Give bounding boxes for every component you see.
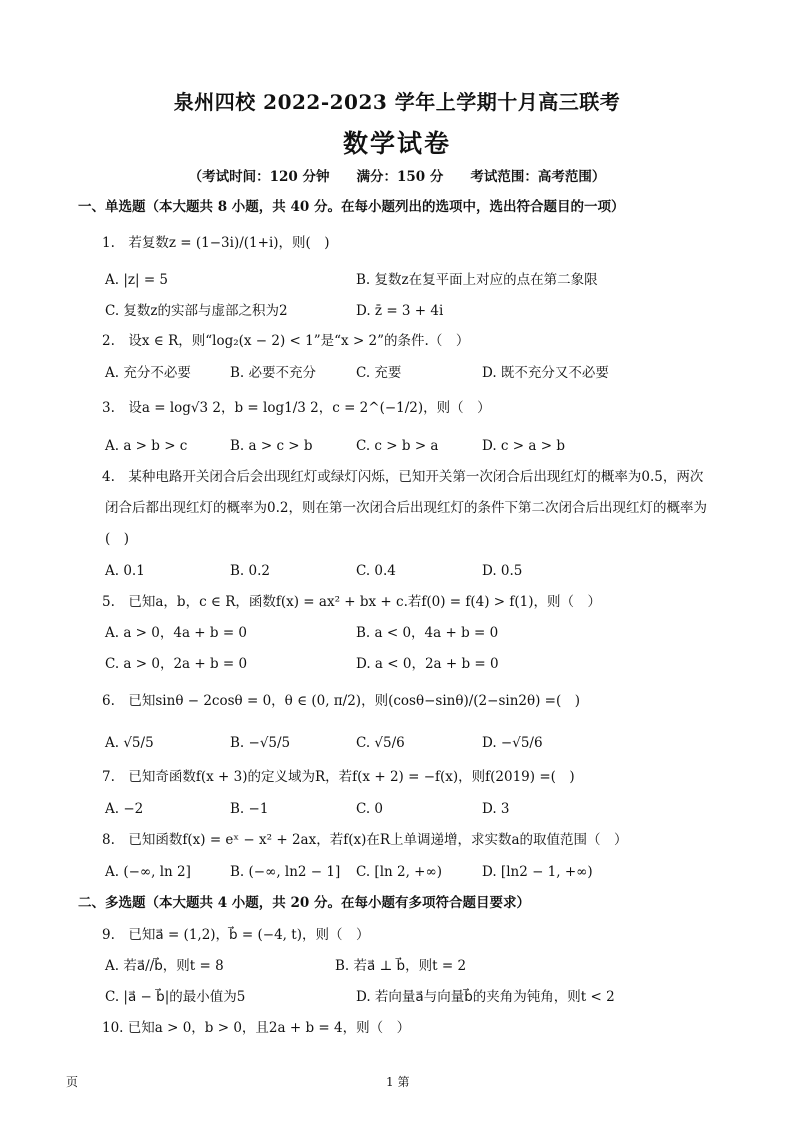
q2-option-a: A. 充分不必要: [105, 365, 191, 381]
q2-option-c: C. 充要: [356, 365, 402, 381]
q8-option-d: D. [ln2 − 1, +∞): [482, 864, 593, 880]
section-1-heading: 一、单选题（本大题共 8 小题，共 40 分。在每小题列出的选项中，选出符合题目的一项）: [78, 199, 625, 215]
footer-left: 页: [66, 1075, 79, 1089]
q3-option-b: B. a > c > b: [230, 438, 313, 454]
q4-option-a: A. 0.1: [105, 563, 145, 579]
q1-option-d: D. z̄ = 3 + 4i: [356, 303, 444, 319]
q8-option-c: C. [ln 2, +∞): [356, 864, 442, 880]
q1-option-c: C. 复数z的实部与虚部之积为2: [105, 303, 288, 319]
q9-option-c: C. |a⃗ − b⃗|的最小值为5: [105, 989, 246, 1005]
q4-option-b: B. 0.2: [230, 563, 270, 579]
q1-stem: 1. 若复数z = (1−3i)/(1+i)，则( ): [102, 235, 330, 251]
q9-option-a: A. 若a⃗//b⃗，则t = 8: [105, 958, 224, 974]
q2-stem: 2. 设x ∈ R，则“log₂(x − 2) < 1”是“x > 2”的条件.（ ）: [102, 333, 470, 349]
q5-option-b: B. a < 0，4a + b = 0: [356, 625, 499, 641]
q9-option-b: B. 若a⃗ ⊥ b⃗，则t = 2: [335, 958, 467, 974]
q2-option-d: D. 既不充分又不必要: [482, 365, 609, 381]
exam-info: （考试时间：120 分钟 满分：150 分 考试范围：高考范围）: [188, 169, 606, 185]
exam-title: 泉州四校 2022-2023 学年上学期十月高三联考: [173, 90, 621, 114]
q5-option-d: D. a < 0，2a + b = 0: [356, 656, 499, 672]
q4-option-c: C. 0.4: [356, 563, 396, 579]
q3-option-a: A. a > b > c: [105, 438, 188, 454]
q7-option-c: C. 0: [356, 801, 384, 817]
subject-title: 数学试卷: [342, 129, 451, 158]
q4-stem-line-3: ( ): [105, 531, 130, 547]
q7-option-a: A. −2: [105, 801, 144, 817]
page-number: 1 第: [386, 1075, 410, 1089]
q4-stem-line-1: 4. 某种电路开关闭合后会出现红灯或绿灯闪烁，已知开关第一次闭合后出现红灯的概率为0.5，两次: [102, 469, 704, 485]
q6-option-a: A. √5/5: [105, 735, 154, 751]
q6-option-c: C. √5/6: [356, 735, 405, 751]
q9-option-d: D. 若向量a⃗与向量b⃗的夹角为钝角，则t < 2: [356, 989, 615, 1005]
q5-option-a: A. a > 0，4a + b = 0: [105, 625, 248, 641]
q1-option-b: B. 复数z在复平面上对应的点在第二象限: [356, 272, 598, 288]
q8-stem: 8. 已知函数f(x) = eˣ − x² + 2ax，若f(x)在R上单调递增，求实数a的取值范围（ ）: [102, 832, 628, 848]
q7-option-b: B. −1: [230, 801, 269, 817]
q4-option-d: D. 0.5: [482, 563, 523, 579]
section-2-heading: 二、多选题（本大题共 4 小题，共 20 分。在每小题有多项符合题目要求）: [78, 895, 530, 911]
q8-option-a: A. (−∞, ln 2]: [105, 864, 191, 880]
q6-stem: 6. 已知sinθ − 2cosθ = 0，θ ∈ (0, π/2)，则(cosθ−sinθ)/(2−sin2θ) =( ): [102, 693, 581, 709]
q7-option-d: D. 3: [482, 801, 510, 817]
q6-option-d: D. −√5/6: [482, 735, 543, 751]
q5-option-c: C. a > 0，2a + b = 0: [105, 656, 248, 672]
q8-option-b: B. (−∞, ln2 − 1]: [230, 864, 341, 880]
q3-option-c: C. c > b > a: [356, 438, 439, 454]
q5-stem: 5. 已知a，b，c ∈ R，函数f(x) = ax² + bx + c.若f(0) = f(4) > f(1)，则（ ）: [102, 594, 602, 610]
q3-option-d: D. c > a > b: [482, 438, 565, 454]
q10-stem: 10. 已知a > 0，b > 0，且2a + b = 4，则（ ）: [102, 1020, 411, 1036]
q6-option-b: B. −√5/5: [230, 735, 291, 751]
q1-option-a: A. |z| = 5: [105, 272, 169, 288]
q3-stem: 3. 设a = log√3 2，b = log1/3 2，c = 2^(−1/2)，则（ ）: [102, 400, 491, 416]
q4-stem-line-2: 闭合后都出现红灯的概率为0.2，则在第一次闭合后出现红灯的条件下第二次闭合后出现红灯的概率为: [105, 500, 707, 516]
q9-stem: 9. 已知a⃗ = (1,2)，b⃗ = (−4, t)，则（ ）: [102, 927, 370, 943]
q7-stem: 7. 已知奇函数f(x + 3)的定义域为R，若f(x + 2) = −f(x)，则f(2019) =( ): [102, 769, 575, 785]
q2-option-b: B. 必要不充分: [230, 365, 317, 381]
